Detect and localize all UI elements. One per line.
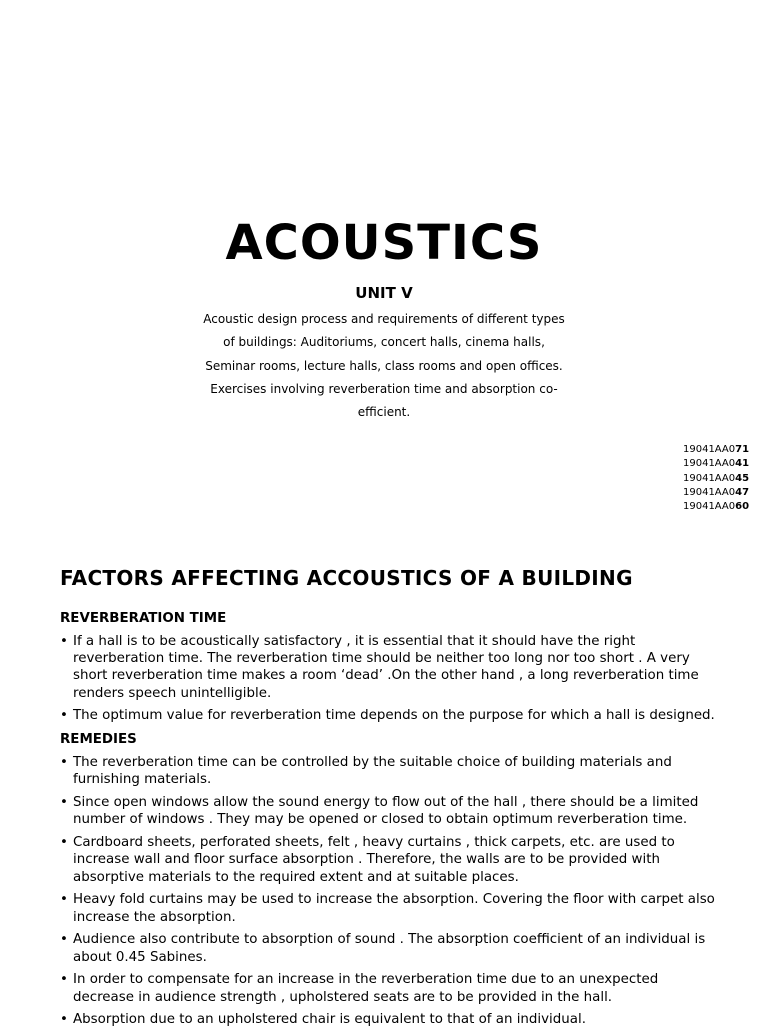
section-content: [60, 609, 720, 1034]
section-title: FACTORS AFFECTING ACCOUSTICS OF A BUILDING: [60, 566, 633, 590]
bullet-icon: •: [60, 972, 68, 988]
page-title: ACOUSTICS: [225, 215, 543, 271]
list-item: • Since open windows allow the sound energy to flow out of the hall , there should be a limited number of windows . They may be opened or closed to obtain optimum reverberation time.: [60, 795, 699, 828]
list-item: • The optimum value for reverberation time depends on the purpose for which a hall is designed.: [60, 708, 715, 724]
reverberation-heading: REVERBERATION TIME: [60, 611, 227, 626]
bullet-icon: •: [60, 755, 68, 771]
roll-number: 19041AA041: [683, 458, 750, 470]
remedies-heading: REMEDIES: [60, 732, 137, 748]
bullet-icon: •: [60, 1012, 68, 1028]
remedies-list: [60, 754, 720, 1028]
bullet-icon: •: [60, 795, 68, 811]
list-item: • Absorption due to an upholstered chair is equivalent to that of an individual.: [60, 1012, 586, 1028]
list-item: • The reverberation time can be controlled by the suitable choice of building materials and furnishing materials.: [60, 755, 672, 788]
bullet-icon: •: [60, 634, 68, 649]
bullet-icon: •: [60, 932, 68, 948]
reverberation-list: [60, 633, 720, 725]
roll-number: 19041AA047: [683, 486, 750, 498]
roll-number-list: [683, 443, 749, 514]
bullet-icon: •: [60, 708, 68, 724]
roll-number: 19041AA060: [683, 501, 750, 513]
roll-number: 19041AA045: [683, 472, 750, 484]
bullet-icon: •: [60, 835, 68, 851]
list-item: • If a hall is to be acoustically satisfactory , it is essential that it should have the right reverberation time. The reverberation time should be neither too long nor too short . A very short reverberation time makes a room ‘dead’ .On the other hand , a long reverberation time renders speech unintelligible.: [60, 634, 699, 701]
unit-title: UNIT V: [355, 284, 413, 302]
bullet-icon: •: [60, 892, 68, 908]
roll-number: 19041AA071: [683, 444, 750, 455]
list-item: • Audience also contribute to absorption of sound . The absorption coefficient of an individual is about 0.45 Sabines.: [60, 932, 706, 965]
list-item: • Cardboard sheets, perforated sheets, felt , heavy curtains , thick carpets, etc. are used to increase wall and floor surface absorption . Therefore, the walls are to be provided with absorptive materials to the required extent and at suitable places.: [60, 835, 675, 885]
list-item: • In order to compensate for an increase in the reverberation time due to an unexpected decrease in audience strength , upholstered seats are to be provided in the hall.: [60, 972, 659, 1005]
syllabus-text: Acoustic design process and requirements of different types of buildings: Auditoriums, concert halls, cinema halls, Seminar rooms, lecture halls, class rooms and open offices. Exercises involving reverberation time and absorption co-efficient.: [203, 312, 565, 420]
list-item: • Heavy fold curtains may be used to increase the absorption. Covering the floor with carpet also increase the absorption.: [60, 892, 715, 925]
